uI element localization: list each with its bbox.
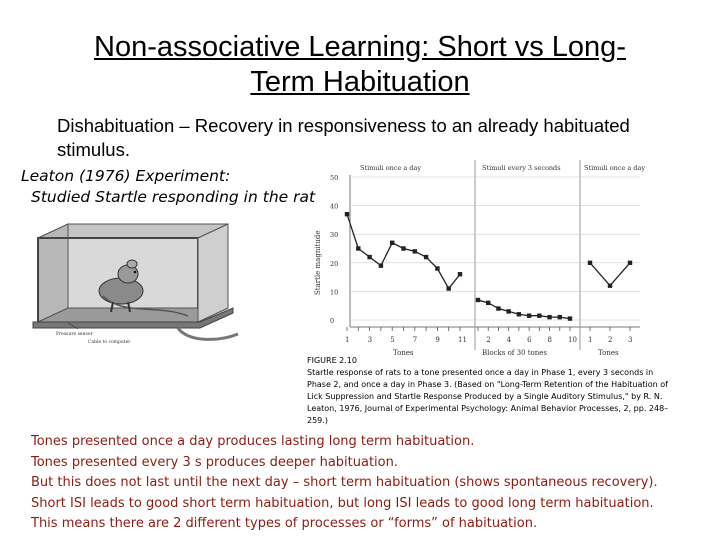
y-axis-label: Startle magnitude — [314, 230, 322, 295]
data-point — [390, 241, 394, 245]
caption-line-3: Phase 2, and once a day in Phase 3. (Based on "Long-Term Retention of the Habituation of — [307, 380, 668, 389]
x-tick-label: 2 — [486, 336, 491, 344]
experiment-label-line-2: Studied Startle responding in the rat — [31, 188, 316, 206]
series-line-panel-3 — [590, 263, 630, 286]
data-point — [345, 212, 349, 216]
data-point — [608, 283, 612, 287]
data-point — [413, 249, 417, 253]
data-point — [458, 272, 462, 276]
x-tick-label: 1 — [588, 336, 593, 344]
caption-line-4: Lick Suppression and Startle Response Produced by a Single Auditory Stimulus," by R. N. — [307, 392, 663, 401]
x-tick-label: 10 — [568, 336, 577, 344]
finding-2: Tones presented every 3 s produces deeper habituation. — [31, 454, 398, 470]
data-point — [424, 255, 428, 259]
data-point — [447, 286, 451, 290]
data-point — [588, 261, 592, 265]
caption-line-6: 259.) — [307, 416, 328, 425]
caption-line-2: Startle response of rats to a tone presented once a day in Phase 1, every 3 seconds in — [307, 368, 654, 377]
panel-title-2: Stimuli every 3 seconds — [482, 164, 561, 172]
y-tick-label: 0 — [330, 317, 335, 325]
data-point — [356, 246, 360, 250]
title-line-1: Non-associative Learning: Short vs Long- — [94, 31, 626, 63]
data-point — [486, 301, 490, 305]
panel-xlabel-2: Blocks of 30 tones — [482, 349, 548, 357]
x-tick-label: 3 — [628, 336, 633, 344]
x-tick-label: 2 — [608, 336, 613, 344]
data-point — [476, 298, 480, 302]
finding-5: This means there are 2 different types of processes or “forms” of habituation. — [31, 516, 538, 531]
data-point — [379, 263, 383, 267]
caption-line-1: FIGURE 2.10 — [307, 356, 357, 365]
data-point — [628, 261, 632, 265]
startle-habituation-chart — [300, 155, 645, 360]
data-point — [527, 314, 531, 318]
data-point — [517, 312, 521, 316]
x-tick-label: 11 — [458, 336, 467, 344]
series-line-panel-2 — [478, 300, 570, 319]
panel-title-1: Stimuli once a day — [360, 164, 422, 172]
x-tick-label: 8 — [547, 336, 553, 344]
data-point — [367, 255, 371, 259]
slide-title — [20, 30, 700, 100]
y-tick-label: 40 — [330, 202, 339, 211]
y-tick-label: 30 — [330, 231, 339, 240]
finding-1: Tones presented once a day produces lasting long term habituation. — [31, 434, 475, 449]
panel-title-3: Stimuli once a day — [584, 164, 645, 172]
data-point — [496, 306, 500, 310]
experiment-label-line-1: Leaton (1976) Experiment: — [21, 167, 231, 185]
data-point — [506, 309, 510, 313]
y-tick-label: 10 — [330, 288, 339, 297]
x-tick-label: 3 — [367, 336, 373, 344]
title-line-2: Term Habituation — [250, 66, 470, 98]
x-tick-label: 4 — [506, 336, 512, 344]
x-tick-label: 1 — [345, 336, 350, 344]
findings-list — [31, 432, 711, 535]
x-tick-label: 6 — [527, 336, 532, 344]
data-point — [537, 314, 541, 318]
y-tick-label: 50 — [330, 174, 339, 182]
dishabituation-definition: Dishabituation – Recovery in responsiveness to an already habituated stimulus. — [57, 115, 630, 160]
figure-caption — [307, 355, 707, 427]
x-tick-label: 9 — [435, 336, 440, 344]
cable-label: Cable to computer — [88, 340, 131, 345]
x-tick-label: 5 — [390, 336, 395, 344]
y-tick-label: 20 — [330, 259, 339, 268]
startle-apparatus-image — [28, 216, 243, 346]
data-point — [401, 246, 405, 250]
x-tick-label: 7 — [412, 336, 418, 344]
panel-xlabel-3: Tones — [598, 349, 619, 357]
pressure-sensor-label: Pressure sensor — [56, 332, 93, 337]
caption-line-5: Leaton, 1976, Journal of Experimental Psychology: Animal Behavior Processes, 2, pp. 248– — [307, 404, 669, 413]
finding-4: Short ISI leads to good short term habituation, but long ISI leads to good long term habituation. — [31, 495, 654, 511]
data-point — [568, 316, 572, 320]
data-point — [558, 315, 562, 319]
finding-3: But this does not last until the next day – short term habituation (shows spontaneous recovery). — [31, 475, 658, 490]
series-line-panel-1 — [347, 214, 460, 288]
experiment-label — [21, 166, 315, 208]
panel-xlabel-1: Tones — [393, 349, 414, 357]
data-point — [547, 315, 551, 319]
data-point — [435, 266, 439, 270]
